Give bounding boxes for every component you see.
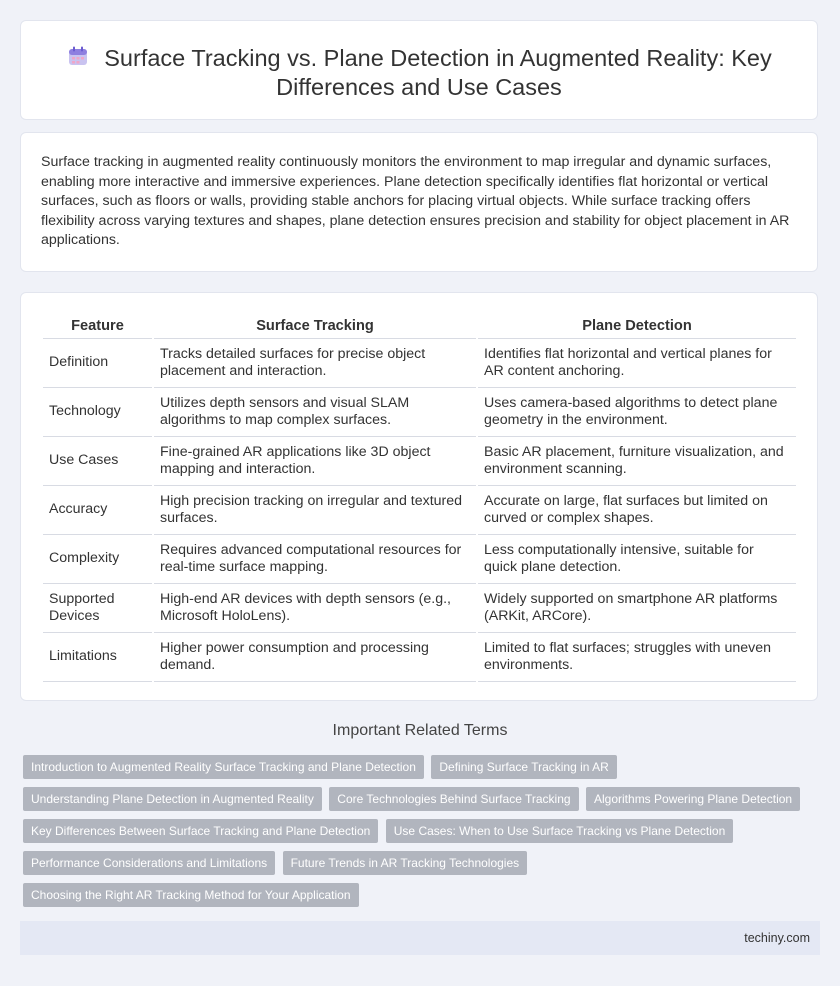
table-row [43, 339, 796, 388]
plane-detection-cell: Uses camera-based algorithms to detect plane geometry in the environment. [478, 388, 796, 437]
title-wrap [21, 44, 817, 102]
header-card [20, 20, 818, 120]
related-term-tag[interactable]: Choosing the Right AR Tracking Method for Your Application [23, 883, 359, 907]
comparison-table [41, 316, 798, 682]
table-row [43, 486, 796, 535]
table-header-row [43, 316, 796, 339]
related-terms-list [23, 755, 813, 915]
table-row [43, 535, 796, 584]
related-term-tag[interactable]: Introduction to Augmented Reality Surface Tracking and Plane Detection [23, 755, 424, 779]
intro-text: Surface tracking in augmented reality continuously monitors the environment to map irregular and dynamic surfaces, enabling more interactive and immersive experiences. Plane detection specifically identifies flat horizontal or vertical surfaces, such as floors or walls, providing stable anchors for placing virtual objects. While surface tracking offers flexibility across varying textures and shapes, plane detection ensures precision and stability for object placement in AR applications. [41, 154, 790, 248]
table-row [43, 584, 796, 633]
related-term-tag[interactable]: Future Trends in AR Tracking Technologies [283, 851, 528, 875]
related-terms-title: Important Related Terms [332, 722, 508, 739]
comparison-card [20, 292, 818, 701]
related-term-tag[interactable]: Understanding Plane Detection in Augmented Reality [23, 787, 322, 811]
feature-cell: Use Cases [43, 437, 152, 486]
surface-tracking-cell: Requires advanced computational resources for real-time surface mapping. [154, 535, 476, 584]
related-term-tag[interactable]: Key Differences Between Surface Tracking and Plane Detection [23, 819, 378, 843]
related-term-tag[interactable]: Performance Considerations and Limitations [23, 851, 275, 875]
feature-cell: Complexity [43, 535, 152, 584]
header-surface-tracking: Surface Tracking [154, 316, 476, 339]
header-feature: Feature [43, 316, 152, 339]
feature-cell: Limitations [43, 633, 152, 682]
feature-cell: Supported Devices [43, 584, 152, 633]
plane-detection-cell: Less computationally intensive, suitable for quick plane detection. [478, 535, 796, 584]
plane-detection-cell: Basic AR placement, furniture visualization, and environment scanning. [478, 437, 796, 486]
plane-detection-cell: Widely supported on smartphone AR platforms (ARKit, ARCore). [478, 584, 796, 633]
feature-cell: Technology [43, 388, 152, 437]
calendar-icon [66, 44, 90, 73]
feature-cell: Definition [43, 339, 152, 388]
surface-tracking-cell: Higher power consumption and processing demand. [154, 633, 476, 682]
footer [20, 921, 820, 955]
surface-tracking-cell: Utilizes depth sensors and visual SLAM algorithms to map complex surfaces. [154, 388, 476, 437]
surface-tracking-cell: High precision tracking on irregular and textured surfaces. [154, 486, 476, 535]
table-row [43, 437, 796, 486]
feature-cell: Accuracy [43, 486, 152, 535]
surface-tracking-cell: Fine-grained AR applications like 3D object mapping and interaction. [154, 437, 476, 486]
surface-tracking-cell: High-end AR devices with depth sensors (e.g., Microsoft HoloLens). [154, 584, 476, 633]
related-term-tag[interactable]: Core Technologies Behind Surface Tracking [329, 787, 578, 811]
header-plane-detection: Plane Detection [478, 316, 796, 339]
table-row [43, 633, 796, 682]
plane-detection-cell: Accurate on large, flat surfaces but limited on curved or complex shapes. [478, 486, 796, 535]
related-term-tag[interactable]: Defining Surface Tracking in AR [431, 755, 616, 779]
page-title: Surface Tracking vs. Plane Detection in Augmented Reality: Key Differences and Use Cases [104, 45, 772, 100]
related-term-tag[interactable]: Algorithms Powering Plane Detection [586, 787, 800, 811]
plane-detection-cell: Limited to flat surfaces; struggles with uneven environments. [478, 633, 796, 682]
surface-tracking-cell: Tracks detailed surfaces for precise object placement and interaction. [154, 339, 476, 388]
footer-site-link[interactable]: techiny.com [744, 931, 810, 945]
related-term-tag[interactable]: Use Cases: When to Use Surface Tracking vs Plane Detection [386, 819, 733, 843]
table-row [43, 388, 796, 437]
plane-detection-cell: Identifies flat horizontal and vertical planes for AR content anchoring. [478, 339, 796, 388]
intro-card [20, 132, 818, 272]
